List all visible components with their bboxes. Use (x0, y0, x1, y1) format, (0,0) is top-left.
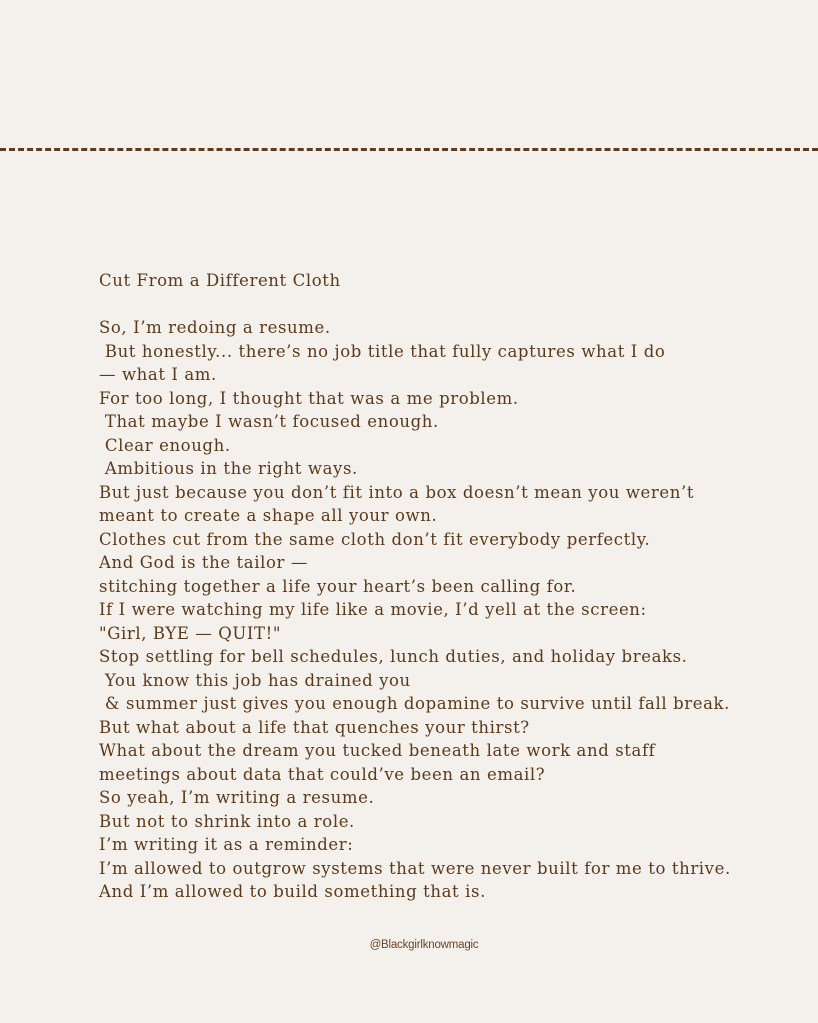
poem-line: But not to shrink into a role. (99, 811, 355, 831)
poem-line: — what I am. (99, 365, 217, 384)
poem-line: "Girl, BYE — QUIT!" (99, 623, 282, 643)
poem-line: For too long, I thought that was a me problem. (99, 388, 519, 408)
poem-title: Cut From a Different Cloth (99, 271, 341, 290)
poem-line: And God is the tailor — (99, 553, 308, 572)
poem-line: You know this job has drained you (99, 670, 411, 690)
poem-line: I’m writing it as a reminder: (99, 835, 354, 854)
poem-body (99, 316, 799, 904)
poem-line: I’m allowed to outgrow systems that were never built for me to thrive. (99, 858, 731, 878)
poem-line: So yeah, I’m writing a resume. (99, 788, 375, 807)
poem-line: But honestly... there’s no job title that fully captures what I do (99, 341, 666, 361)
poem-line: Ambitious in the right ways. (99, 459, 358, 478)
poem-line: But just because you don’t fit into a box doesn’t mean you weren’t (99, 482, 695, 502)
poem-line: Clear enough. (99, 435, 231, 455)
poem-line: meetings about data that could’ve been an email? (99, 764, 546, 784)
poem-line: So, I’m redoing a resume. (99, 318, 331, 337)
poem-line: If I were watching my life like a movie, I’d yell at the screen: (99, 600, 647, 619)
poem-line: & summer just gives you enough dopamine to survive until fall break. (99, 694, 730, 713)
dashed-divider (0, 148, 818, 151)
poem-line: meant to create a shape all your own. (99, 506, 438, 525)
poem-line: But what about a life that quenches your thirst? (99, 717, 530, 737)
poem-line: Stop settling for bell schedules, lunch duties, and holiday breaks. (99, 647, 688, 666)
poem-line: stitching together a life your heart’s been calling for. (99, 576, 577, 596)
poem-line: Clothes cut from the same cloth don’t fit everybody perfectly. (99, 529, 651, 549)
poem (99, 269, 799, 904)
poem-line: And I’m allowed to build something that is. (99, 882, 486, 901)
author-handle: @Blackgirlknowmagic (369, 939, 479, 951)
poem-line: That maybe I wasn’t focused enough. (99, 412, 439, 431)
poem-line: What about the dream you tucked beneath late work and staff (99, 741, 656, 760)
